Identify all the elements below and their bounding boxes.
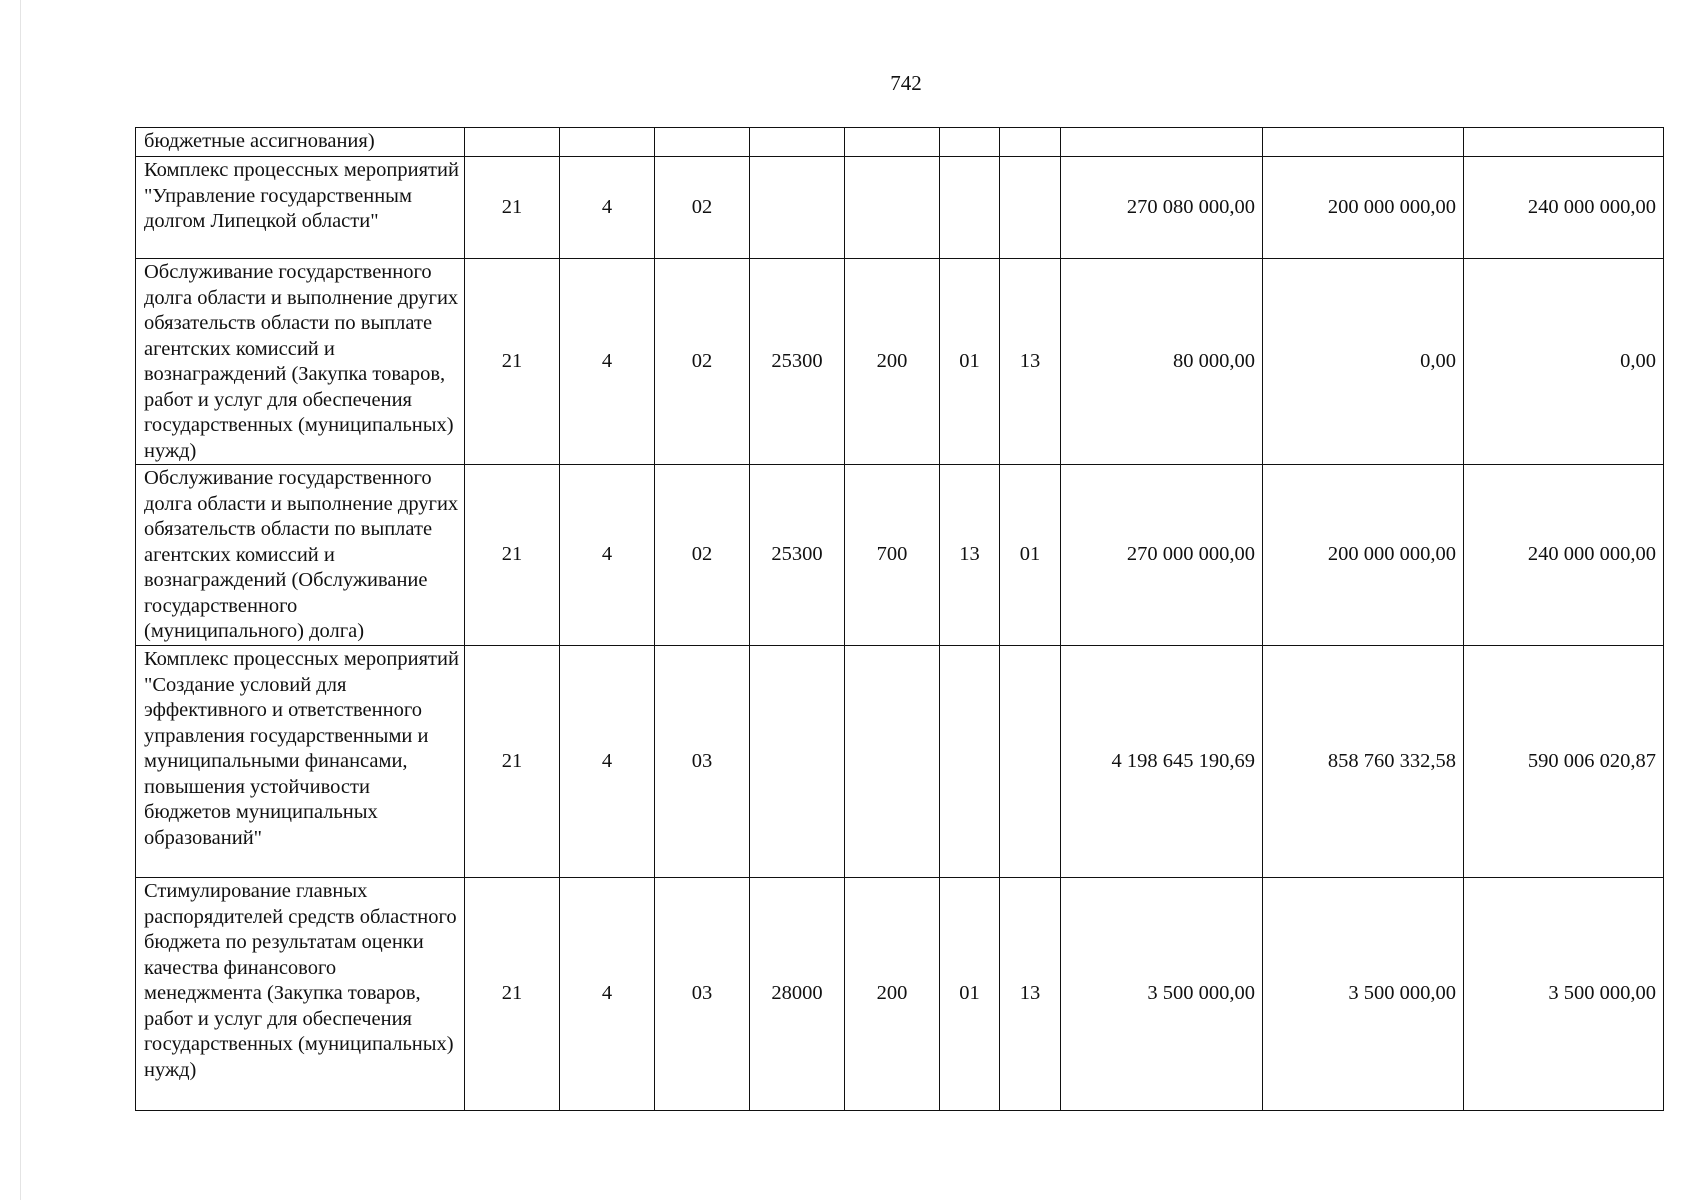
code-cell bbox=[1000, 646, 1061, 878]
code-cell: 01 bbox=[1000, 465, 1061, 646]
code-cell bbox=[560, 128, 655, 157]
code-cell: 4 bbox=[560, 157, 655, 259]
row-name: бюджетные ассигнования) bbox=[136, 128, 465, 157]
code-cell: 02 bbox=[655, 157, 750, 259]
code-cell bbox=[655, 128, 750, 157]
table-row bbox=[136, 157, 1664, 259]
code-cell bbox=[750, 128, 845, 157]
row-name: Комплекс процессных мероприятий "Создание условий для эффективного и ответственного управления государственными и муниципальными финансами, повышения устойчивости бюджетов муниципальных образований" bbox=[136, 646, 465, 878]
amount-cell: 240 000 000,00 bbox=[1464, 465, 1664, 646]
row-name: Обслуживание государственного долга области и выполнение других обязательств области по выплате агентских комиссий и вознаграждений (Обслуживание государственного (муниципального) долга) bbox=[136, 465, 465, 646]
code-cell: 03 bbox=[655, 878, 750, 1111]
amount-cell: 3 500 000,00 bbox=[1464, 878, 1664, 1111]
code-cell bbox=[845, 128, 940, 157]
scan-edge bbox=[20, 0, 21, 1200]
amount-cell: 0,00 bbox=[1464, 259, 1664, 465]
code-cell: 13 bbox=[1000, 878, 1061, 1111]
code-cell: 21 bbox=[465, 157, 560, 259]
amount-cell bbox=[1263, 128, 1464, 157]
page-number: 742 bbox=[890, 71, 922, 95]
amount-cell: 4 198 645 190,69 bbox=[1061, 646, 1263, 878]
code-cell: 21 bbox=[465, 465, 560, 646]
amount-cell: 0,00 bbox=[1263, 259, 1464, 465]
amount-cell: 270 080 000,00 bbox=[1061, 157, 1263, 259]
table-row bbox=[136, 128, 1664, 157]
code-cell bbox=[940, 646, 1000, 878]
table-row bbox=[136, 259, 1664, 465]
code-cell bbox=[465, 128, 560, 157]
code-cell: 01 bbox=[940, 878, 1000, 1111]
amount-cell: 3 500 000,00 bbox=[1263, 878, 1464, 1111]
code-cell: 28000 bbox=[750, 878, 845, 1111]
row-name: Обслуживание государственного долга области и выполнение других обязательств области по выплате агентских комиссий и вознаграждений (Закупка товаров, работ и услуг для обеспечения государственных (муниципальных) нужд) bbox=[136, 259, 465, 465]
code-cell: 4 bbox=[560, 259, 655, 465]
code-cell: 25300 bbox=[750, 259, 845, 465]
code-cell: 21 bbox=[465, 259, 560, 465]
code-cell: 4 bbox=[560, 646, 655, 878]
code-cell: 01 bbox=[940, 259, 1000, 465]
code-cell bbox=[845, 157, 940, 259]
table-row bbox=[136, 646, 1664, 878]
code-cell bbox=[940, 157, 1000, 259]
amount-cell bbox=[1061, 128, 1263, 157]
row-name: Стимулирование главных распорядителей средств областного бюджета по результатам оценки качества финансового менеджмента (Закупка товаров, работ и услуг для обеспечения государственных (муниципальных) нужд) bbox=[136, 878, 465, 1111]
table-row bbox=[136, 878, 1664, 1111]
amount-cell: 200 000 000,00 bbox=[1263, 157, 1464, 259]
code-cell bbox=[940, 128, 1000, 157]
table-row bbox=[136, 465, 1664, 646]
amount-cell: 200 000 000,00 bbox=[1263, 465, 1464, 646]
code-cell: 21 bbox=[465, 878, 560, 1111]
amount-cell: 240 000 000,00 bbox=[1464, 157, 1664, 259]
code-cell: 02 bbox=[655, 259, 750, 465]
code-cell: 13 bbox=[1000, 259, 1061, 465]
code-cell bbox=[750, 157, 845, 259]
code-cell bbox=[1000, 157, 1061, 259]
amount-cell bbox=[1464, 128, 1664, 157]
code-cell: 4 bbox=[560, 465, 655, 646]
code-cell bbox=[750, 646, 845, 878]
code-cell: 200 bbox=[845, 259, 940, 465]
code-cell bbox=[1000, 128, 1061, 157]
amount-cell: 590 006 020,87 bbox=[1464, 646, 1664, 878]
code-cell: 13 bbox=[940, 465, 1000, 646]
code-cell: 4 bbox=[560, 878, 655, 1111]
code-cell: 03 bbox=[655, 646, 750, 878]
amount-cell: 80 000,00 bbox=[1061, 259, 1263, 465]
code-cell: 25300 bbox=[750, 465, 845, 646]
code-cell: 200 bbox=[845, 878, 940, 1111]
amount-cell: 270 000 000,00 bbox=[1061, 465, 1263, 646]
budget-table bbox=[135, 127, 1664, 1111]
amount-cell: 858 760 332,58 bbox=[1263, 646, 1464, 878]
code-cell: 02 bbox=[655, 465, 750, 646]
code-cell: 700 bbox=[845, 465, 940, 646]
amount-cell: 3 500 000,00 bbox=[1061, 878, 1263, 1111]
code-cell: 21 bbox=[465, 646, 560, 878]
code-cell bbox=[845, 646, 940, 878]
row-name: Комплекс процессных мероприятий "Управление государственным долгом Липецкой области" bbox=[136, 157, 465, 259]
